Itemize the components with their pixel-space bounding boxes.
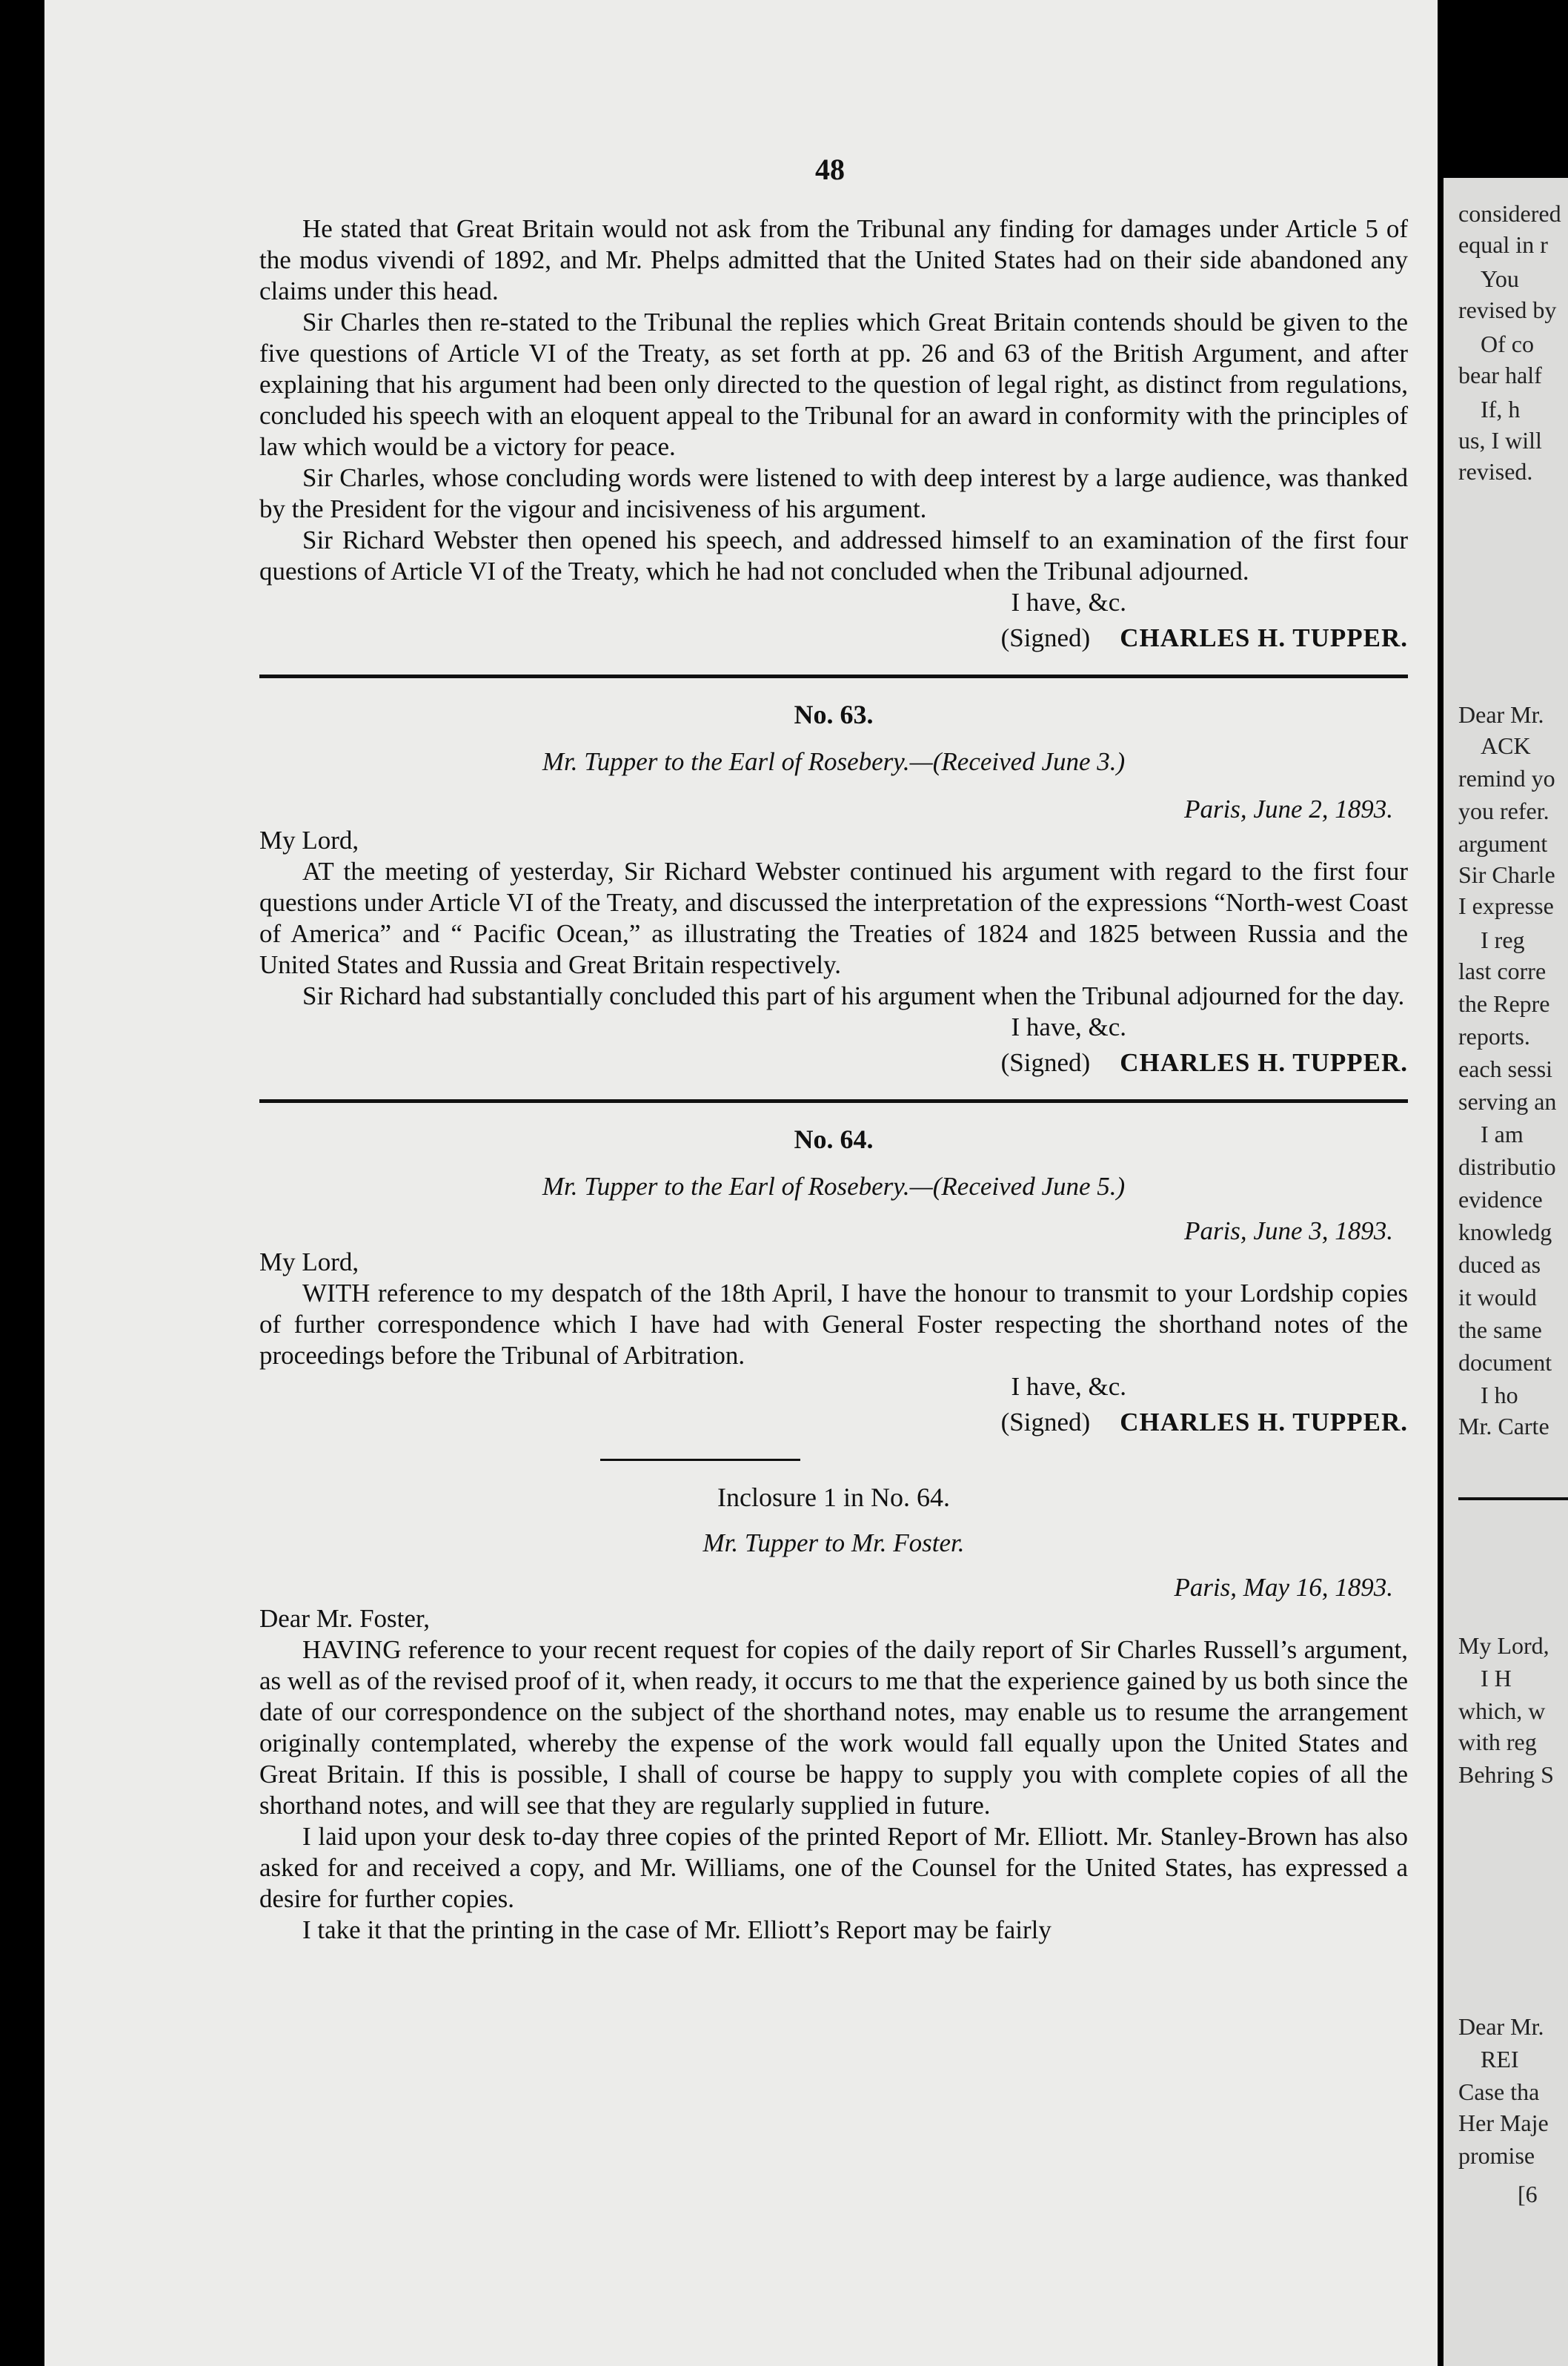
fragment: You: [1481, 265, 1519, 292]
fragment: you refer.: [1458, 798, 1549, 824]
fragment: with reg: [1458, 1729, 1537, 1755]
left-page: [44, 0, 1438, 2366]
paragraph: WITH reference to my despatch of the 18th April, I have the honour to transmit to your Lordship copies of further correspondence which I have had with General Foster respecting the shorthand notes of the proceedings before the Tribunal of Arbitration.: [259, 1279, 1408, 1370]
fragment: distributio: [1458, 1153, 1556, 1180]
fragment: Mr. Carte: [1458, 1413, 1549, 1439]
fragment: us, I will: [1458, 427, 1542, 454]
fragment: Case tha: [1458, 2078, 1540, 2105]
document-date: Paris, June 3, 1893.: [1184, 1216, 1393, 1245]
paragraph: I laid upon your desk to-day three copies of the printed Report of Mr. Elliott. Mr. Stanley-Brown has also asked for and received a copy, and Mr. Williams, one of the Counsel for the United States, has expressed a desire for further copies.: [259, 1822, 1408, 1913]
fragment: Behring S: [1458, 1761, 1554, 1788]
fragment: I ho: [1481, 1382, 1518, 1408]
fragment: Sir Charle: [1458, 861, 1555, 888]
document-number: No. 64.: [794, 1124, 874, 1154]
document-number: No. 63.: [794, 700, 874, 729]
fragment: I am: [1481, 1121, 1524, 1147]
fragment: I H: [1481, 1665, 1512, 1691]
paragraph: AT the meeting of yesterday, Sir Richard Webster continued his argument with regard to the first four questions under Article VI of the Treaty, and discussed the interpretation of the expressions “North-west Coast of America” and “ Pacific Ocean,” as illustrating the Treaties of 1824 and 1825 between Russia and the United States and Russia and Great Britain respectively.: [259, 857, 1408, 979]
salutation: Dear Mr. Foster,: [259, 1604, 430, 1633]
signature: CHARLES H. TUPPER.: [1120, 1408, 1408, 1436]
fragment: Dear Mr.: [1458, 2013, 1544, 2040]
closing: I have, &c.: [1011, 1013, 1126, 1041]
fragment: the Repre: [1458, 990, 1550, 1017]
fragment: revised.: [1458, 458, 1533, 485]
paragraph: Sir Richard had substantially concluded this part of his argument when the Tribunal adjourned for the day.: [302, 981, 1405, 1010]
section-divider: [1458, 1497, 1568, 1500]
signature: CHARLES H. TUPPER.: [1120, 623, 1408, 652]
salutation: My Lord,: [259, 1247, 359, 1276]
fragment: which, w: [1458, 1697, 1546, 1724]
paragraph: He stated that Great Britain would not ask from the Tribunal any finding for damages under Article 5 of the modus vivendi of 1892, and Mr. Phelps admitted that the United States had on their side abandoned any claims under this head.: [259, 214, 1408, 305]
signed-label: (Signed): [1000, 623, 1091, 652]
signature-block: [259, 1407, 1408, 1438]
fragment: evidence: [1458, 1186, 1543, 1213]
signed-label: (Signed): [1000, 1408, 1091, 1436]
fragment: duced as: [1458, 1251, 1541, 1278]
fragment: I reg: [1481, 927, 1525, 953]
fragment: Of co: [1481, 331, 1534, 357]
fragment: knowledg: [1458, 1219, 1552, 1245]
short-divider: [600, 1459, 800, 1461]
inclosure-title: Inclosure 1 in No. 64.: [717, 1482, 950, 1512]
salutation: My Lord,: [259, 826, 359, 855]
fragment: If, h: [1481, 396, 1521, 422]
fragment: reports.: [1458, 1023, 1530, 1050]
document-heading: Mr. Tupper to the Earl of Rosebery.—(Received June 3.): [542, 747, 1126, 776]
fragment: promise: [1458, 2142, 1535, 2169]
fragment: document: [1458, 1349, 1552, 1376]
closing: I have, &c.: [1011, 1372, 1126, 1401]
inclosure-heading: Mr. Tupper to Mr. Foster.: [702, 1528, 965, 1557]
closing: I have, &c.: [1011, 588, 1126, 617]
fragment: equal in r: [1458, 231, 1548, 258]
document-date: Paris, June 2, 1893.: [1184, 795, 1393, 824]
fragment: argument: [1458, 830, 1548, 857]
signed-label: (Signed): [1000, 1048, 1091, 1077]
fragment: My Lord,: [1458, 1632, 1549, 1659]
fragment: [6: [1518, 2181, 1538, 2207]
fragment: each sessi: [1458, 1056, 1553, 1082]
left-page-text: [259, 213, 1408, 1946]
fragment: bear half: [1458, 362, 1542, 388]
fragment: serving an: [1458, 1088, 1557, 1115]
fragment: Her Maje: [1458, 2110, 1549, 2136]
paragraph: I take it that the printing in the case of Mr. Elliott’s Report may be fairly: [302, 1915, 1052, 1944]
fragment: last corre: [1458, 958, 1547, 984]
signature-block: [259, 1047, 1408, 1078]
fragment: remind yo: [1458, 765, 1555, 792]
fragment: ACK: [1481, 732, 1531, 759]
fragment: it would: [1458, 1284, 1537, 1310]
page-number: 48: [815, 153, 845, 186]
fragment: Dear Mr.: [1458, 701, 1544, 728]
fragment: considered: [1458, 200, 1561, 227]
document-heading: Mr. Tupper to the Earl of Rosebery.—(Received June 5.): [542, 1172, 1126, 1201]
inclosure-date: Paris, May 16, 1893.: [1174, 1573, 1393, 1602]
section-divider: [259, 675, 1408, 678]
signature-block: [259, 623, 1408, 654]
paragraph: Sir Charles, whose concluding words were listened to with deep interest by a large audience, was thanked by the President for the vigour and incisiveness of his argument.: [259, 463, 1408, 523]
paragraph: Sir Richard Webster then opened his speech, and addressed himself to an examination of the first four questions of Article VI of the Treaty, which he had not concluded when the Tribunal adjourned.: [259, 526, 1408, 586]
paragraph: Sir Charles then re-stated to the Tribunal the replies which Great Britain contends should be given to the five questions of Article VI of the Treaty, as set forth at pp. 26 and 63 of the British Argument, and after explaining that his argument had been only directed to the question of legal right, as distinct from regulations, concluded his speech with an eloquent appeal to the Tribunal for an award in conformity with the principles of law which would be a victory for peace.: [259, 308, 1408, 461]
signature: CHARLES H. TUPPER.: [1120, 1048, 1408, 1077]
fragment: I expresse: [1458, 892, 1554, 919]
fragment: the same: [1458, 1316, 1542, 1343]
paragraph: HAVING reference to your recent request for copies of the daily report of Sir Charles Russell’s argument, as well as of the revised proof of it, when ready, it occurs to me that the experience gained by us both since the date of our correspondence on the subject of the shorthand notes, may enable us to resume the arrangement originally contemplated, whereby the expense of the work would fall equally upon the United States and Great Britain. If this is possible, I shall of course be happy to supply you with complete copies of all the shorthand notes, and will see that they are regularly supplied in future.: [259, 1635, 1408, 1820]
fragment: revised by: [1458, 296, 1557, 323]
fragment: REI: [1481, 2046, 1519, 2072]
right-page-edge: [1444, 178, 1568, 2366]
section-divider: [259, 1099, 1408, 1103]
